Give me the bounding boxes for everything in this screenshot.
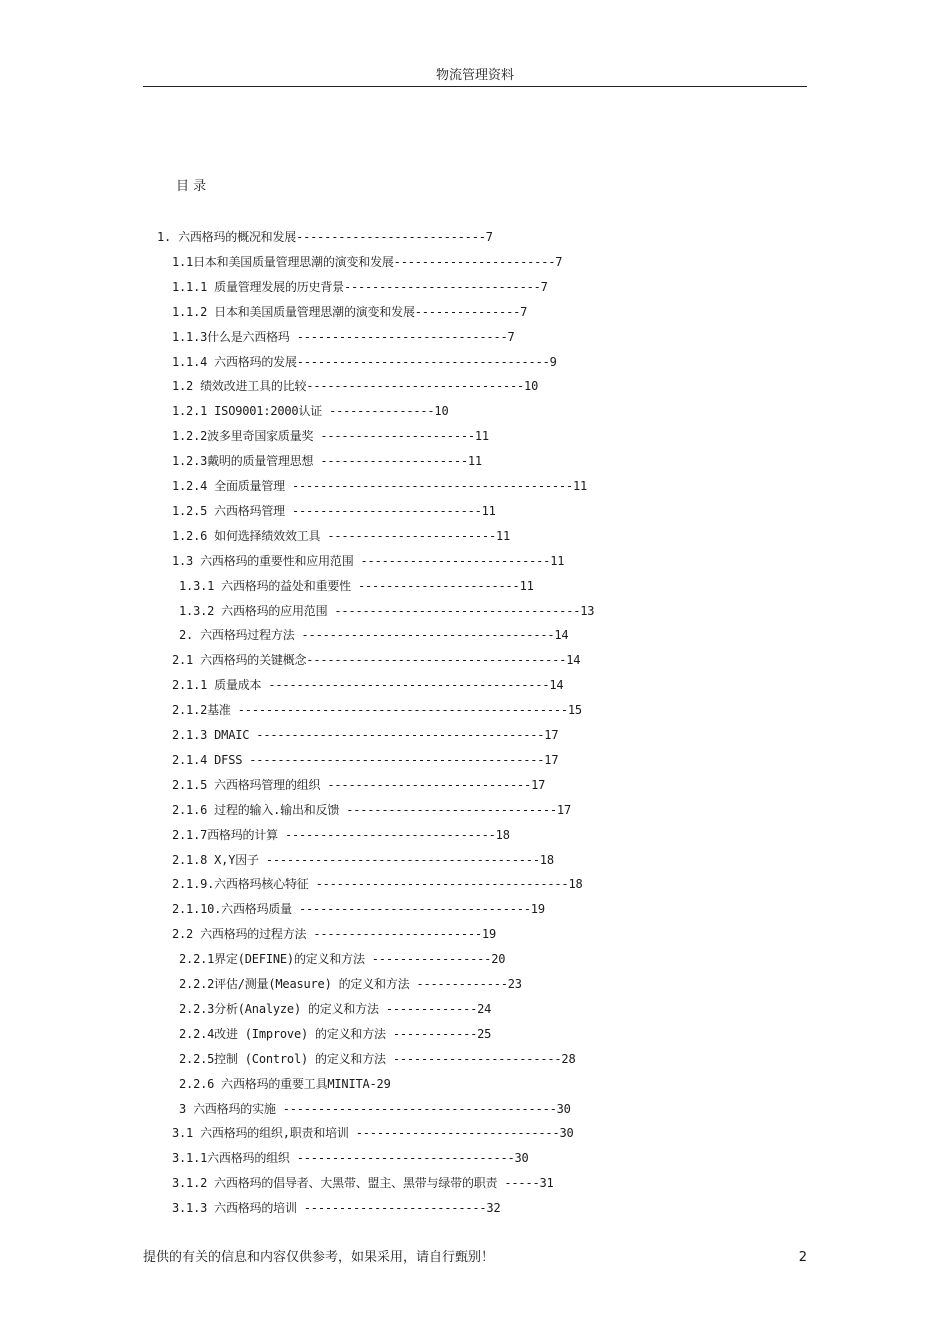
toc-entry-1-1-4[interactable]: 1.1.4 六西格玛的发展------------------------------------9 xyxy=(172,354,557,369)
toc-entry-1[interactable]: 1. 六西格玛的概况和发展---------------------------7 xyxy=(157,230,493,244)
toc-entry-1-2-5[interactable]: 1.2.5 六西格玛管理 ---------------------------11 xyxy=(172,503,496,518)
toc-entry-2-1-1[interactable]: 2.1.1 质量成本 ----------------------------------------14 xyxy=(172,678,564,693)
toc-entry-2-2-1[interactable]: 2.2.1界定(DEFINE)的定义和方法 -----------------20 xyxy=(172,952,506,967)
toc-entry-2-2-6[interactable]: 2.2.6 六西格玛的重要工具MINITA-29 xyxy=(172,1076,391,1091)
toc-entry-2-1-7[interactable]: 2.1.7西格玛的计算 ------------------------------18 xyxy=(172,827,510,842)
toc-entry-1-2[interactable]: 1.2 绩效改进工具的比较-------------------------------10 xyxy=(172,379,539,394)
toc-entry-2-2-3[interactable]: 2.2.3分析(Analyze) 的定义和方法 -------------24 xyxy=(172,1001,492,1016)
toc-entry-1-2-6[interactable]: 1.2.6 如何选择绩效效工具 ------------------------11 xyxy=(172,528,511,543)
toc-entry-2-1-3[interactable]: 2.1.3 DMAIC -----------------------------------------17 xyxy=(172,728,559,742)
page-number: 2 xyxy=(798,1250,807,1265)
toc-title: 目 录 xyxy=(176,179,207,194)
toc-entry-2-1-4[interactable]: 2.1.4 DFSS ------------------------------------------17 xyxy=(172,752,559,767)
toc-entry-1-2-3[interactable]: 1.2.3戴明的质量管理思想 ---------------------11 xyxy=(172,454,482,469)
toc-entry-3-1-1[interactable]: 3.1.1六西格玛的组织 -------------------------------30 xyxy=(172,1151,529,1166)
toc-entry-2-1-10[interactable]: 2.1.10.六西格玛质量 ---------------------------------19 xyxy=(172,902,545,917)
toc-entry-2-2-2[interactable]: 2.2.2评估/测量(Measure) 的定义和方法 -------------23 xyxy=(172,977,522,991)
toc-entry-3-1-3[interactable]: 3.1.3 六西格玛的培训 --------------------------32 xyxy=(172,1201,501,1216)
toc-entry-1-1-1[interactable]: 1.1.1 质量管理发展的历史背景----------------------------7 xyxy=(172,279,548,294)
page-footer xyxy=(143,1247,807,1269)
toc-entry-2[interactable]: 2. 六西格玛过程方法 ------------------------------------14 xyxy=(172,628,569,643)
toc-entry-1-3[interactable]: 1.3 六西格玛的重要性和应用范围 ---------------------------11 xyxy=(172,553,565,568)
toc-entry-1-2-2[interactable]: 1.2.2波多里奇国家质量奖 ----------------------11 xyxy=(172,429,489,444)
header-rule xyxy=(143,86,807,87)
toc-entry-2-1-5[interactable]: 2.1.5 六西格玛管理的组织 -----------------------------17 xyxy=(172,777,546,792)
toc-entry-2-2[interactable]: 2.2 六西格玛的过程方法 ------------------------19 xyxy=(172,927,496,942)
toc-entry-2-1-6[interactable]: 2.1.6 过程的输入.输出和反馈 ------------------------------17 xyxy=(172,802,571,817)
toc-entry-2-2-4[interactable]: 2.2.4改进 (Improve) 的定义和方法 ------------25 xyxy=(172,1026,492,1041)
toc-entry-2-1-8[interactable]: 2.1.8 X,Y因子 ---------------------------------------18 xyxy=(172,852,554,867)
toc-entry-1-1-2[interactable]: 1.1.2 日本和美国质量管理思潮的演变和发展---------------7 xyxy=(172,304,528,319)
toc-entry-3-1-2[interactable]: 3.1.2 六西格玛的倡导者、大黑带、盟主、黑带与绿带的职责 -----31 xyxy=(172,1176,554,1191)
footer-disclaimer: 提供的有关的信息和内容仅供参考，如果采用，请自行甄别！ xyxy=(143,1250,495,1265)
toc-entry-1-2-4[interactable]: 1.2.4 全面质量管理 ----------------------------------------11 xyxy=(172,479,588,493)
toc-entry-2-2-5[interactable]: 2.2.5控制 (Control) 的定义和方法 ------------------------28 xyxy=(172,1051,576,1066)
toc-entry-2-1-2[interactable]: 2.1.2基准 -----------------------------------------------15 xyxy=(172,703,582,718)
page-header: 物流管理资料 xyxy=(435,68,514,83)
toc-entry-2-1-9[interactable]: 2.1.9.六西格玛核心特征 ------------------------------------18 xyxy=(172,877,583,892)
toc-entry-3-1[interactable]: 3.1 六西格玛的组织,职责和培训 -----------------------------30 xyxy=(172,1126,574,1141)
toc-entry-1-3-2[interactable]: 1.3.2 六西格玛的应用范围 -----------------------------------13 xyxy=(172,603,595,618)
toc-entry-1-1[interactable]: 1.1日本和美国质量管理思潮的演变和发展-----------------------7 xyxy=(172,254,563,269)
toc-entry-1-3-1[interactable]: 1.3.1 六西格玛的益处和重要性 -----------------------11 xyxy=(172,578,534,593)
toc-entry-1-2-1[interactable]: 1.2.1 ISO9001:2000认证 ---------------10 xyxy=(172,404,449,419)
toc-entry-1-1-3[interactable]: 1.1.3什么是六西格玛 ------------------------------7 xyxy=(172,329,515,344)
toc-entry-3[interactable]: 3 六西格玛的实施 ---------------------------------------30 xyxy=(172,1101,571,1116)
toc-entry-2-1[interactable]: 2.1 六西格玛的关键概念-------------------------------------14 xyxy=(172,653,581,668)
